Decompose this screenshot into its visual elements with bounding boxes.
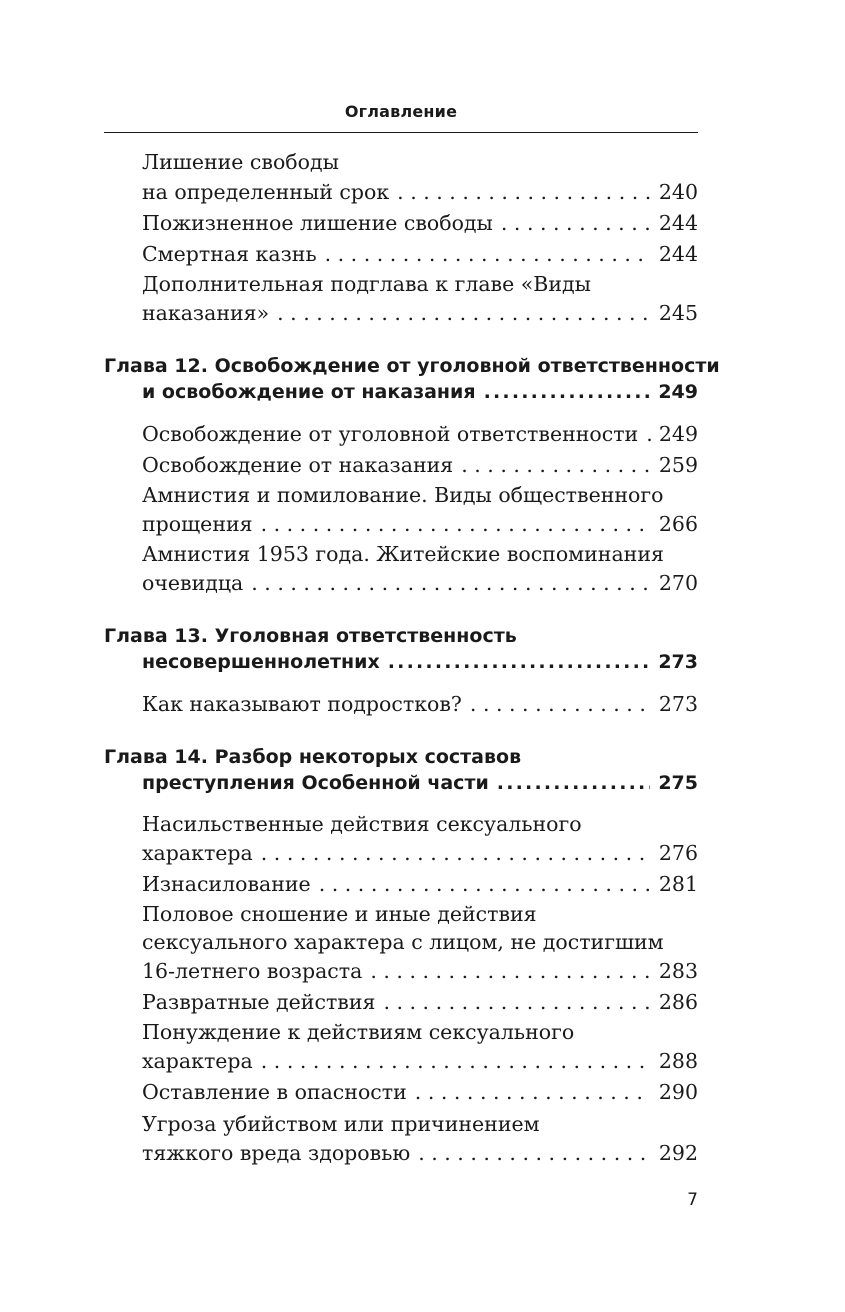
toc-entry (104, 1080, 698, 1110)
toc-entry-title: Оставление в опасности (142, 1080, 407, 1104)
chapter-page: 275 (658, 772, 698, 794)
chapter-title: несовершеннолетних (142, 651, 380, 673)
toc-entry-title: прощения (142, 512, 253, 536)
toc-line-text: Дополнительная подглава к главе «Виды (142, 272, 591, 296)
leader-dots (497, 772, 651, 794)
toc-line (104, 272, 698, 302)
leader-dots (388, 651, 651, 673)
toc-line-text: Амнистия 1953 года. Житейские воспоминания (142, 542, 664, 566)
toc-entry-page: 286 (658, 990, 698, 1014)
toc-entry-page: 290 (658, 1080, 698, 1104)
toc-entry-page: 245 (658, 301, 698, 325)
toc-entry (104, 301, 698, 331)
leader-dots (261, 512, 651, 536)
chapter-title: Глава 12. Освобождение от уголовной ответственности (104, 355, 720, 377)
leader-dots (418, 1141, 651, 1165)
toc-entry-title: 16-летнего возраста (142, 959, 363, 983)
toc-line-text: Половое сношение и иные действия (142, 902, 537, 926)
leader-dots (277, 301, 651, 325)
toc-entry-title: Изнасилование (142, 872, 311, 896)
toc-entry-page: 288 (658, 1049, 698, 1073)
chapter-entry (104, 381, 698, 411)
toc-entry (104, 512, 698, 542)
toc-line (104, 1112, 698, 1142)
toc-entry (104, 872, 698, 902)
toc-entry (104, 1049, 698, 1079)
chapter-entry (104, 651, 698, 681)
page-number: 7 (687, 1190, 698, 1210)
toc-entry (104, 841, 698, 871)
header-rule (104, 132, 698, 133)
toc-entry-title: Как наказывают подростков? (142, 692, 462, 716)
chapter-page: 249 (658, 381, 698, 403)
leader-dots (370, 959, 651, 983)
leader-dots (415, 1080, 651, 1104)
toc-entry-page: 270 (658, 571, 698, 595)
toc-entry (104, 180, 698, 210)
toc-entry-page: 283 (658, 959, 698, 983)
leader-dots (319, 872, 651, 896)
toc-entry (104, 990, 698, 1020)
leader-dots (397, 180, 651, 204)
running-head: Оглавление (344, 102, 458, 121)
toc-line (104, 930, 698, 960)
toc-entry-title: характера (142, 1049, 253, 1073)
toc-line-text: Лишение свободы (142, 150, 339, 174)
toc-entry-title: Освобождение от уголовной ответственности (142, 422, 639, 446)
toc-entry-title: Смертная казнь (142, 242, 317, 266)
toc-line-text: Насильственные действия сексуального (142, 812, 582, 836)
toc-entry (104, 453, 698, 483)
toc-line-text: Понуждение к действиям сексуального (142, 1020, 575, 1044)
leader-dots (470, 692, 651, 716)
chapter-entry (104, 772, 698, 802)
toc-line (104, 1020, 698, 1050)
toc-entry-page: 259 (658, 453, 698, 477)
leader-dots (646, 422, 651, 446)
toc-entry-title: очевидца (142, 571, 244, 595)
toc-entry-page: 281 (658, 872, 698, 896)
leader-dots (383, 990, 650, 1014)
toc-line (104, 483, 698, 513)
toc-entry-page: 273 (658, 692, 698, 716)
toc-entry-title: Освобождение от наказания (142, 453, 454, 477)
toc-entry-title: наказания» (142, 301, 270, 325)
leader-dots (461, 453, 651, 477)
toc-entry (104, 422, 698, 452)
toc-entry-title: на определенный срок (142, 180, 390, 204)
toc-line-text: Угроза убийством или причинением (142, 1112, 540, 1136)
toc-line-text: сексуального характера с лицом, не достигшим (142, 930, 664, 954)
toc-entry-title: Развратные действия (142, 990, 376, 1014)
toc-entry (104, 692, 698, 722)
toc-entry-page: 244 (658, 242, 698, 266)
leader-dots (484, 381, 651, 403)
toc-entry-title: Пожизненное лишение свободы (142, 211, 493, 235)
chapter-title: и освобождение от наказания (142, 381, 476, 403)
toc-entry-page: 276 (658, 841, 698, 865)
toc-line (104, 902, 698, 932)
toc-entry (104, 242, 698, 272)
chapter-page: 273 (658, 651, 698, 673)
toc-entry-page: 292 (658, 1141, 698, 1165)
toc-entry (104, 959, 698, 989)
toc-entry-page: 244 (658, 211, 698, 235)
toc-entry (104, 1141, 698, 1171)
chapter-title: Глава 14. Разбор некоторых составов (104, 746, 522, 768)
toc-entry-page: 240 (658, 180, 698, 204)
toc-entry (104, 571, 698, 601)
toc-entry-page: 266 (658, 512, 698, 536)
leader-dots (501, 211, 651, 235)
leader-dots (261, 841, 651, 865)
toc-entry-page: 249 (658, 422, 698, 446)
chapter-title: преступления Особенной части (142, 772, 489, 794)
toc-line-text: Амнистия и помилование. Виды общественного (142, 483, 664, 507)
leader-dots (325, 242, 651, 266)
toc-page (104, 0, 720, 1312)
toc-line (104, 542, 698, 572)
toc-entry-title: характера (142, 841, 253, 865)
toc-entry (104, 211, 698, 241)
leader-dots (261, 1049, 651, 1073)
toc-entry-title: тяжкого вреда здоровью (142, 1141, 411, 1165)
leader-dots (251, 571, 651, 595)
toc-line (104, 812, 698, 842)
chapter-title: Глава 13. Уголовная ответственность (104, 625, 517, 647)
toc-line (104, 150, 698, 180)
